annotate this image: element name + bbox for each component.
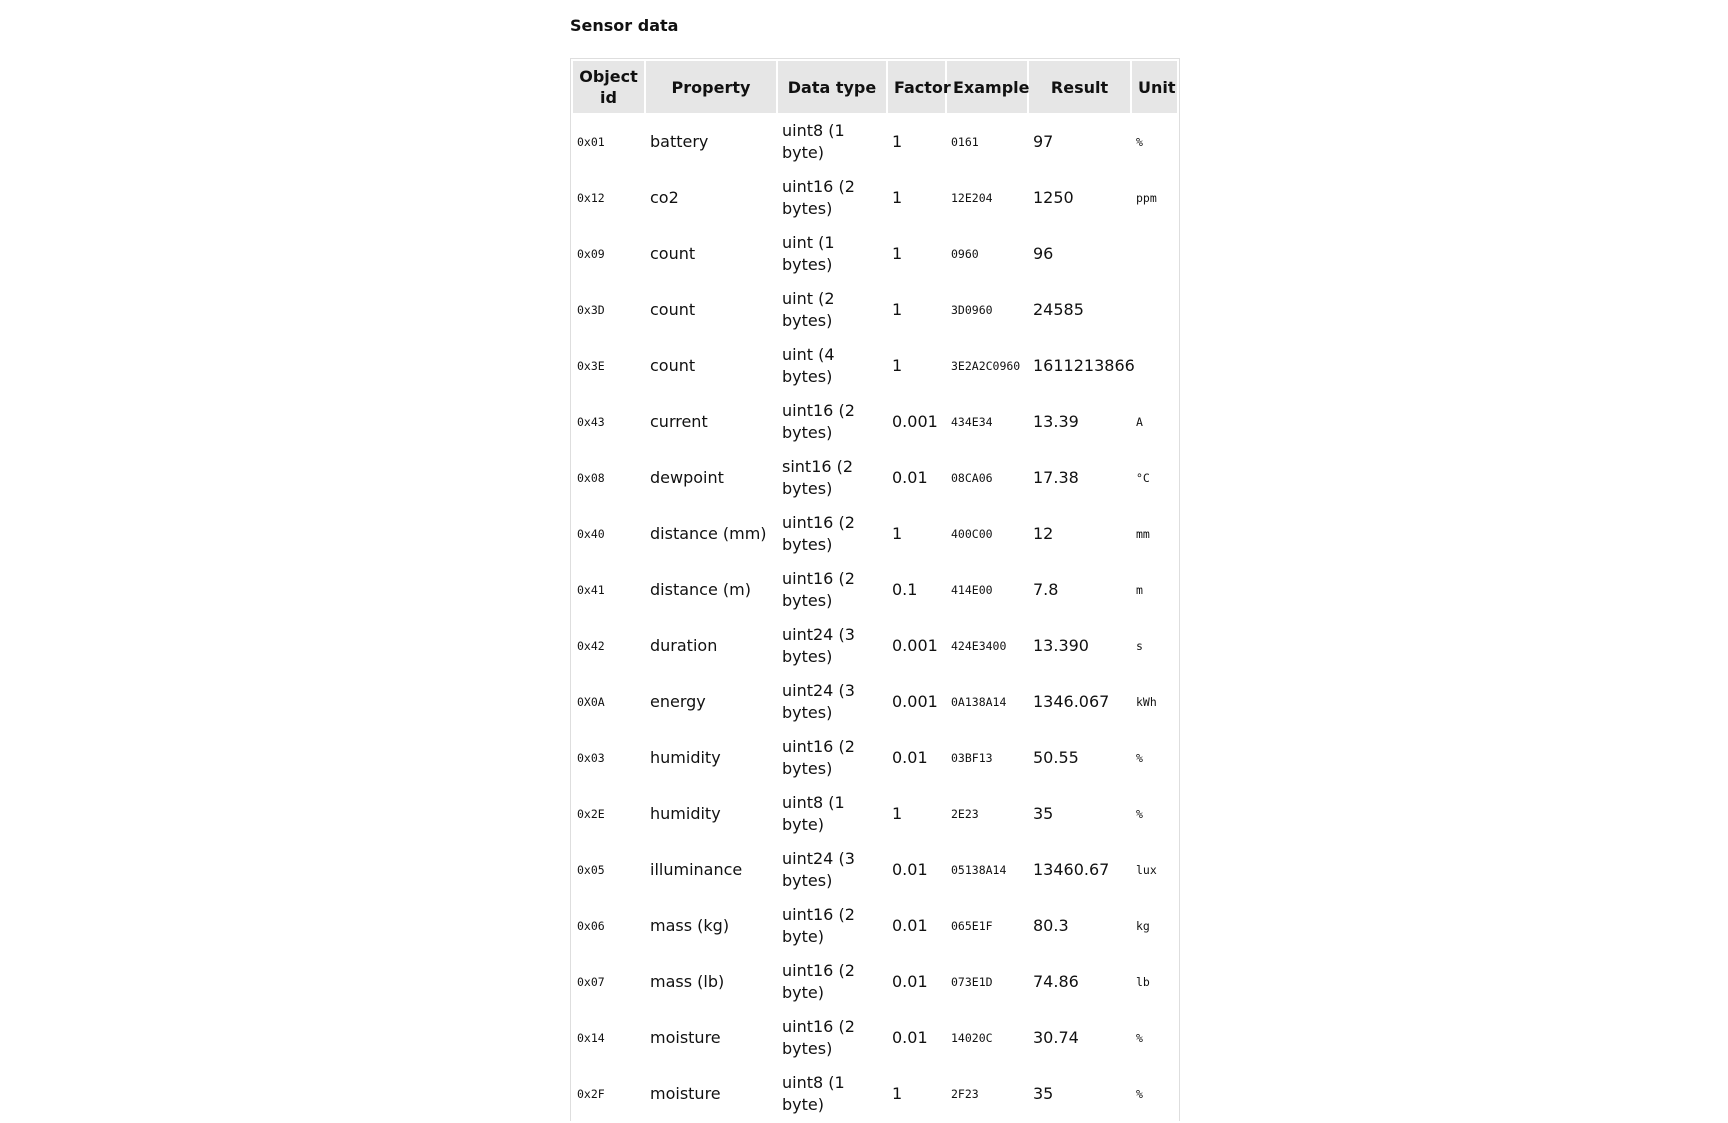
cell-object-id: 0x07: [577, 975, 605, 989]
sensor-data-table: [571, 59, 1179, 1123]
cell-data-type: uint24 (3 bytes): [782, 625, 855, 666]
cell-factor: 0.01: [892, 972, 928, 991]
cell-property: moisture: [650, 1084, 721, 1103]
table-row: [573, 227, 1177, 281]
cell-data-type: uint16 (2 bytes): [782, 1017, 855, 1058]
cell-example: 0A138A14: [951, 695, 1007, 709]
cell-property: mass (lb): [650, 972, 725, 991]
cell-property: distance (m): [650, 580, 751, 599]
cell-example: 2F23: [951, 1087, 979, 1101]
cell-result: 24585: [1033, 300, 1084, 319]
cell-property: distance (mm): [650, 524, 767, 543]
cell-object-id: 0x01: [577, 135, 605, 149]
cell-result: 1346.067: [1033, 692, 1110, 711]
cell-factor: 1: [892, 1084, 903, 1103]
cell-factor: 1: [892, 804, 903, 823]
table-row: [573, 619, 1177, 673]
header-row: [573, 61, 1177, 113]
header-unit: Unit: [1132, 61, 1177, 113]
table-header: [573, 61, 1177, 113]
cell-result: 13460.67: [1033, 860, 1110, 879]
cell-result: 50.55: [1033, 748, 1079, 767]
cell-object-id: 0x09: [577, 247, 605, 261]
cell-property: energy: [650, 692, 706, 711]
header-result: Result: [1029, 61, 1130, 113]
section-title: Sensor data: [570, 16, 679, 35]
cell-factor: 0.01: [892, 860, 928, 879]
cell-data-type: uint (1 bytes): [782, 233, 835, 274]
header-data-type: Data type: [778, 61, 886, 113]
cell-example: 2E23: [951, 807, 979, 821]
cell-factor: 0.1: [892, 580, 918, 599]
cell-property: illuminance: [650, 860, 743, 879]
cell-example: 400C00: [951, 527, 993, 541]
cell-object-id: 0x05: [577, 863, 605, 877]
cell-object-id: 0x42: [577, 639, 605, 653]
table-row: [573, 1067, 1177, 1121]
cell-result: 7.8: [1033, 580, 1059, 599]
cell-object-id: 0x3D: [577, 303, 605, 317]
cell-factor: 0.01: [892, 748, 928, 767]
cell-example: 03BF13: [951, 751, 993, 765]
cell-factor: 0.01: [892, 1028, 928, 1047]
cell-property: mass (kg): [650, 916, 730, 935]
cell-factor: 1: [892, 524, 903, 543]
cell-object-id: 0X0A: [577, 695, 605, 709]
cell-factor: 1: [892, 132, 903, 151]
cell-data-type: uint24 (3 bytes): [782, 681, 855, 722]
cell-example: 434E34: [951, 415, 993, 429]
cell-result: 17.38: [1033, 468, 1079, 487]
cell-result: 1250: [1033, 188, 1074, 207]
cell-object-id: 0x3E: [577, 359, 605, 373]
cell-example: 08CA06: [951, 471, 993, 485]
cell-factor: 0.01: [892, 916, 928, 935]
cell-factor: 0.001: [892, 412, 938, 431]
cell-factor: 1: [892, 244, 903, 263]
cell-property: moisture: [650, 1028, 721, 1047]
cell-data-type: uint8 (1 byte): [782, 1073, 845, 1114]
cell-unit: [1132, 339, 1177, 393]
cell-result: 35: [1033, 1084, 1054, 1103]
cell-property: duration: [650, 636, 718, 655]
cell-data-type: uint16 (2 bytes): [782, 513, 855, 554]
cell-example: 3E2A2C0960: [951, 359, 1021, 373]
header-example: Example: [947, 61, 1027, 113]
header-property: Property: [646, 61, 776, 113]
cell-result: 74.86: [1033, 972, 1079, 991]
cell-property: humidity: [650, 804, 721, 823]
cell-unit: °C: [1136, 471, 1150, 485]
cell-object-id: 0x12: [577, 191, 605, 205]
cell-data-type: uint (4 bytes): [782, 345, 835, 386]
cell-factor: 0.001: [892, 636, 938, 655]
cell-unit: %: [1136, 135, 1143, 149]
cell-example: 065E1F: [951, 919, 993, 933]
cell-object-id: 0x41: [577, 583, 605, 597]
cell-result: 35: [1033, 804, 1054, 823]
table-row: [573, 1011, 1177, 1065]
cell-result: 12: [1033, 524, 1054, 543]
cell-result: 13.390: [1033, 636, 1089, 655]
cell-object-id: 0x40: [577, 527, 605, 541]
sensor-data-table-container: [570, 58, 1180, 1121]
table-row: [573, 115, 1177, 169]
cell-data-type: uint16 (2 bytes): [782, 569, 855, 610]
table-row: [573, 451, 1177, 505]
cell-result: 30.74: [1033, 1028, 1079, 1047]
cell-example: 0960: [951, 247, 979, 261]
cell-property: count: [650, 356, 696, 375]
table-row: [573, 955, 1177, 1009]
table-row: [573, 395, 1177, 449]
cell-factor: 0.001: [892, 692, 938, 711]
cell-example: 414E00: [951, 583, 993, 597]
cell-unit: %: [1136, 751, 1143, 765]
cell-property: dewpoint: [650, 468, 724, 487]
header-object-id: Object id: [573, 61, 644, 113]
cell-object-id: 0x06: [577, 919, 605, 933]
cell-unit: ppm: [1136, 191, 1157, 205]
cell-result: 13.39: [1033, 412, 1079, 431]
cell-unit: s: [1136, 639, 1143, 653]
table-row: [573, 675, 1177, 729]
table-row: [573, 171, 1177, 225]
cell-result: 80.3: [1033, 916, 1069, 935]
header-factor: Factor: [888, 61, 945, 113]
cell-example: 12E204: [951, 191, 993, 205]
cell-unit: mm: [1136, 527, 1150, 541]
cell-example: 05138A14: [951, 863, 1007, 877]
cell-property: humidity: [650, 748, 721, 767]
cell-unit: m: [1136, 583, 1143, 597]
cell-example: 3D0960: [951, 303, 993, 317]
cell-unit: [1132, 283, 1177, 337]
cell-factor: 0.01: [892, 468, 928, 487]
cell-property: co2: [650, 188, 679, 207]
cell-unit: %: [1136, 1031, 1143, 1045]
cell-property: battery: [650, 132, 709, 151]
cell-example: 14020C: [951, 1031, 993, 1045]
cell-data-type: uint16 (2 bytes): [782, 737, 855, 778]
table-row: [573, 563, 1177, 617]
cell-data-type: uint8 (1 byte): [782, 793, 845, 834]
table-row: [573, 339, 1177, 393]
table-body: [573, 115, 1177, 1121]
cell-example: 424E3400: [951, 639, 1007, 653]
cell-data-type: sint16 (2 bytes): [782, 457, 854, 498]
table-row: [573, 507, 1177, 561]
cell-example: 073E1D: [951, 975, 993, 989]
cell-data-type: uint16 (2 bytes): [782, 401, 855, 442]
cell-result: 96: [1033, 244, 1054, 263]
cell-data-type: uint24 (3 bytes): [782, 849, 855, 890]
table-row: [573, 787, 1177, 841]
cell-data-type: uint (2 bytes): [782, 289, 835, 330]
table-row: [573, 731, 1177, 785]
cell-unit: lb: [1136, 975, 1150, 989]
cell-result: 1611213866: [1033, 356, 1135, 375]
cell-object-id: 0x2E: [577, 807, 605, 821]
cell-object-id: 0x08: [577, 471, 605, 485]
cell-object-id: 0x43: [577, 415, 605, 429]
cell-data-type: uint16 (2 byte): [782, 961, 855, 1002]
cell-object-id: 0x2F: [577, 1087, 605, 1101]
table-row: [573, 283, 1177, 337]
table-row: [573, 843, 1177, 897]
table-row: [573, 899, 1177, 953]
cell-unit: [1132, 227, 1177, 281]
cell-property: current: [650, 412, 708, 431]
cell-object-id: 0x14: [577, 1031, 605, 1045]
cell-factor: 1: [892, 356, 903, 375]
cell-data-type: uint8 (1 byte): [782, 121, 845, 162]
cell-unit: kg: [1136, 919, 1150, 933]
cell-property: count: [650, 244, 696, 263]
cell-example: 0161: [951, 135, 979, 149]
cell-property: count: [650, 300, 696, 319]
cell-unit: A: [1136, 415, 1143, 429]
cell-unit: %: [1136, 1087, 1143, 1101]
cell-data-type: uint16 (2 byte): [782, 905, 855, 946]
cell-result: 97: [1033, 132, 1054, 151]
cell-unit: %: [1136, 807, 1143, 821]
cell-data-type: uint16 (2 bytes): [782, 177, 855, 218]
cell-factor: 1: [892, 300, 903, 319]
cell-object-id: 0x03: [577, 751, 605, 765]
cell-factor: 1: [892, 188, 903, 207]
cell-unit: lux: [1136, 863, 1157, 877]
cell-unit: kWh: [1136, 695, 1157, 709]
